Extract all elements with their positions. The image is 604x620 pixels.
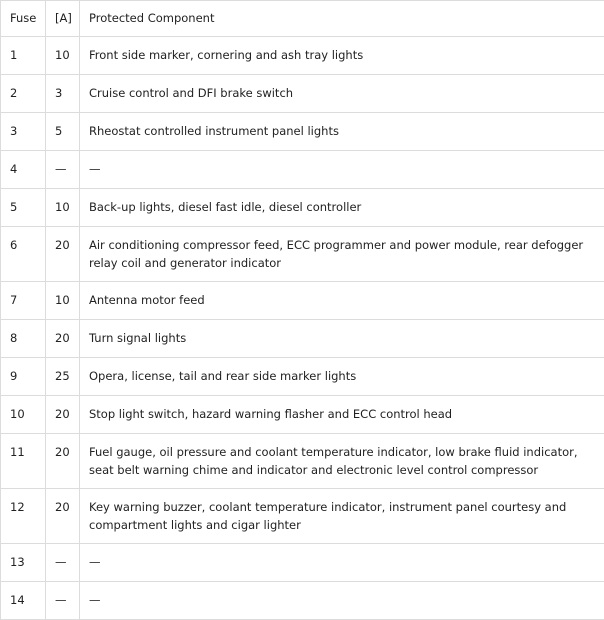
fuse-number: 7 [1, 282, 46, 320]
protected-component: — [80, 544, 604, 582]
table-row [1, 544, 604, 582]
protected-component: Antenna motor feed [80, 282, 604, 320]
fuse-amperage: 20 [46, 396, 80, 434]
fuse-number: 8 [1, 320, 46, 358]
protected-component: Key warning buzzer, coolant temperature indicator, instrument panel courtesy and compartment lights and cigar lighter [80, 489, 604, 544]
fuse-amperage: — [46, 582, 80, 620]
fuse-amperage: 10 [46, 189, 80, 227]
protected-component: Rheostat controlled instrument panel lights [80, 113, 604, 151]
header-row [1, 1, 604, 37]
table-row [1, 227, 604, 282]
fuse-number: 11 [1, 434, 46, 489]
protected-component: Cruise control and DFI brake switch [80, 75, 604, 113]
fuse-number: 14 [1, 582, 46, 620]
fuse-number: 4 [1, 151, 46, 189]
fuse-number: 9 [1, 358, 46, 396]
fuse-number: 1 [1, 37, 46, 75]
table-row [1, 75, 604, 113]
fuse-number: 10 [1, 396, 46, 434]
protected-component: — [80, 582, 604, 620]
fuse-amperage: 25 [46, 358, 80, 396]
table-row [1, 151, 604, 189]
table-row [1, 582, 604, 620]
fuse-number: 5 [1, 189, 46, 227]
table-row [1, 113, 604, 151]
protected-component: Fuel gauge, oil pressure and coolant temperature indicator, low brake fluid indicator, seat belt warning chime and indicator and electronic level control compressor [80, 434, 604, 489]
table-row [1, 282, 604, 320]
fuse-amperage: 20 [46, 489, 80, 544]
fuse-amperage: 10 [46, 282, 80, 320]
header-amperage: [A] [46, 1, 80, 37]
table-row [1, 358, 604, 396]
protected-component: Front side marker, cornering and ash tray lights [80, 37, 604, 75]
fuse-amperage: 20 [46, 227, 80, 282]
table-row [1, 489, 604, 544]
fuse-number: 3 [1, 113, 46, 151]
protected-component: Air conditioning compressor feed, ECC programmer and power module, rear defogger relay coil and generator indicator [80, 227, 604, 282]
table-row [1, 434, 604, 489]
fuse-amperage: 3 [46, 75, 80, 113]
fuse-amperage: — [46, 544, 80, 582]
protected-component: Opera, license, tail and rear side marker lights [80, 358, 604, 396]
fuse-amperage: 5 [46, 113, 80, 151]
protected-component: — [80, 151, 604, 189]
fuse-number: 2 [1, 75, 46, 113]
fuse-number: 13 [1, 544, 46, 582]
fuse-amperage: — [46, 151, 80, 189]
protected-component: Back-up lights, diesel fast idle, diesel controller [80, 189, 604, 227]
fuse-number: 6 [1, 227, 46, 282]
table-row [1, 37, 604, 75]
header-protected-component: Protected Component [80, 1, 604, 37]
fuse-amperage: 20 [46, 434, 80, 489]
fuse-amperage: 20 [46, 320, 80, 358]
fuse-amperage: 10 [46, 37, 80, 75]
table-row [1, 396, 604, 434]
table-row [1, 189, 604, 227]
protected-component: Stop light switch, hazard warning flasher and ECC control head [80, 396, 604, 434]
protected-component: Turn signal lights [80, 320, 604, 358]
header-fuse: Fuse [1, 1, 46, 37]
fuse-number: 12 [1, 489, 46, 544]
table-row [1, 320, 604, 358]
